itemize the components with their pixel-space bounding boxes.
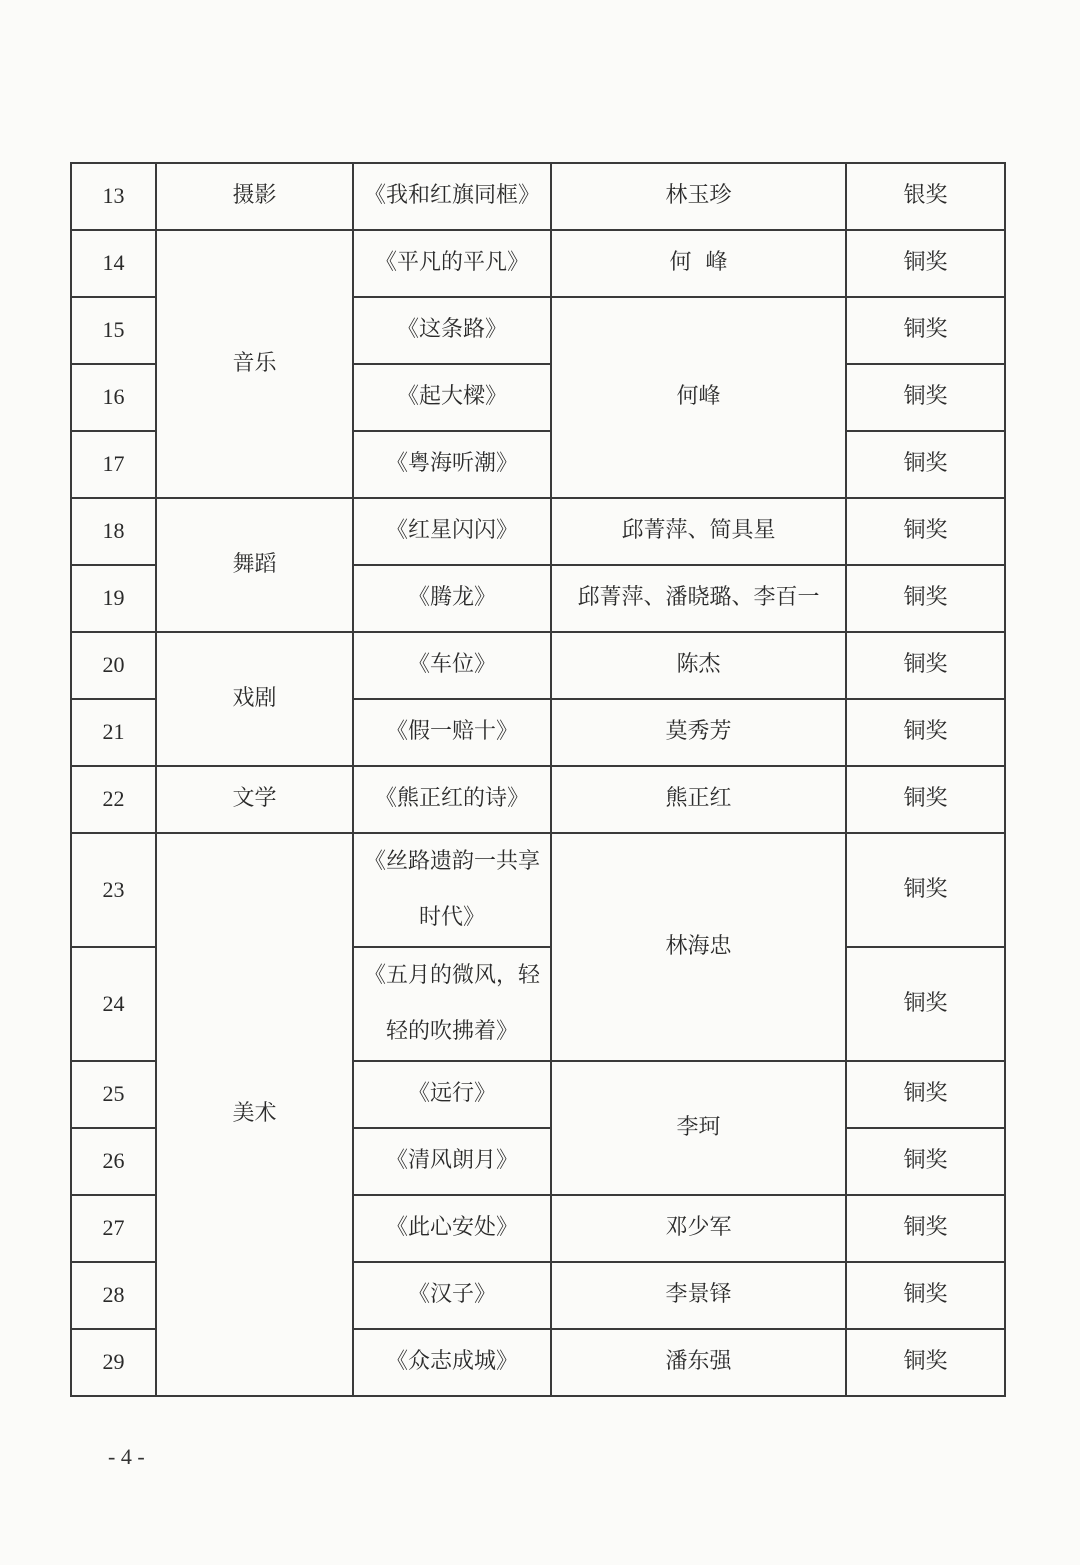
row-number: 25: [71, 1061, 156, 1128]
row-number: 13: [71, 163, 156, 230]
award-cell: 铜奖: [846, 297, 1005, 364]
award-cell: 铜奖: [846, 230, 1005, 297]
category-cell: 戏剧: [156, 632, 353, 766]
author-cell: 陈杰: [551, 632, 846, 699]
award-cell: 铜奖: [846, 498, 1005, 565]
author-cell: 邓少军: [551, 1195, 846, 1262]
work-title-cell: 《汉子》: [353, 1262, 551, 1329]
award-cell: 铜奖: [846, 431, 1005, 498]
award-cell: 铜奖: [846, 1329, 1005, 1396]
category-cell: 文学: [156, 766, 353, 833]
category-cell: 舞蹈: [156, 498, 353, 632]
work-title-cell: 《粤海听潮》: [353, 431, 551, 498]
row-number: 16: [71, 364, 156, 431]
page-number: - 4 -: [108, 1444, 145, 1469]
award-cell: 银奖: [846, 163, 1005, 230]
table-row: [71, 632, 1005, 699]
author-cell: 何峰: [551, 297, 846, 498]
work-title-cell: 《清风朗月》: [353, 1128, 551, 1195]
work-title-cell: 《红星闪闪》: [353, 498, 551, 565]
row-number: 29: [71, 1329, 156, 1396]
work-title-cell: 《起大樑》: [353, 364, 551, 431]
award-cell: 铜奖: [846, 632, 1005, 699]
author-cell: 何 峰: [551, 230, 846, 297]
row-number: 26: [71, 1128, 156, 1195]
author-cell: 邱菁萍、潘晓璐、李百一: [551, 565, 846, 632]
table-row: [71, 163, 1005, 230]
work-title-cell: 《腾龙》: [353, 565, 551, 632]
table-row: [71, 498, 1005, 565]
row-number: 24: [71, 947, 156, 1061]
author-cell: 邱菁萍、简具星: [551, 498, 846, 565]
row-number: 27: [71, 1195, 156, 1262]
row-number: 15: [71, 297, 156, 364]
category-cell: 美术: [156, 833, 353, 1396]
award-cell: 铜奖: [846, 947, 1005, 1061]
award-cell: 铜奖: [846, 766, 1005, 833]
table-row: [71, 766, 1005, 833]
work-title-cell: 《假一赔十》: [353, 699, 551, 766]
work-title-cell: 《这条路》: [353, 297, 551, 364]
author-cell: 李景铎: [551, 1262, 846, 1329]
award-cell: 铜奖: [846, 1262, 1005, 1329]
row-number: 19: [71, 565, 156, 632]
row-number: 14: [71, 230, 156, 297]
work-title-cell: 《平凡的平凡》: [353, 230, 551, 297]
author-cell: 莫秀芳: [551, 699, 846, 766]
work-title-cell: 《此心安处》: [353, 1195, 551, 1262]
award-cell: 铜奖: [846, 565, 1005, 632]
award-cell: 铜奖: [846, 699, 1005, 766]
award-cell: 铜奖: [846, 364, 1005, 431]
work-title-cell: 《丝路遗韵一共享时代》: [353, 833, 551, 947]
row-number: 18: [71, 498, 156, 565]
row-number: 23: [71, 833, 156, 947]
category-cell: 摄影: [156, 163, 353, 230]
work-title-cell: 《熊正红的诗》: [353, 766, 551, 833]
award-cell: 铜奖: [846, 833, 1005, 947]
table-row: [71, 833, 1005, 947]
work-title-cell: 《我和红旗同框》: [353, 163, 551, 230]
work-title-cell: 《车位》: [353, 632, 551, 699]
author-cell: 潘东强: [551, 1329, 846, 1396]
row-number: 28: [71, 1262, 156, 1329]
row-number: 20: [71, 632, 156, 699]
row-number: 22: [71, 766, 156, 833]
work-title-cell: 《众志成城》: [353, 1329, 551, 1396]
award-cell: 铜奖: [846, 1061, 1005, 1128]
author-cell: 林海忠: [551, 833, 846, 1061]
award-cell: 铜奖: [846, 1128, 1005, 1195]
award-cell: 铜奖: [846, 1195, 1005, 1262]
author-cell: 熊正红: [551, 766, 846, 833]
author-cell: 林玉珍: [551, 163, 846, 230]
category-cell: 音乐: [156, 230, 353, 498]
row-number: 17: [71, 431, 156, 498]
row-number: 21: [71, 699, 156, 766]
awards-table: [70, 162, 1006, 1397]
work-title-cell: 《五月的微风，轻轻的吹拂着》: [353, 947, 551, 1061]
work-title-cell: 《远行》: [353, 1061, 551, 1128]
author-cell: 李珂: [551, 1061, 846, 1195]
table-row: [71, 230, 1005, 297]
